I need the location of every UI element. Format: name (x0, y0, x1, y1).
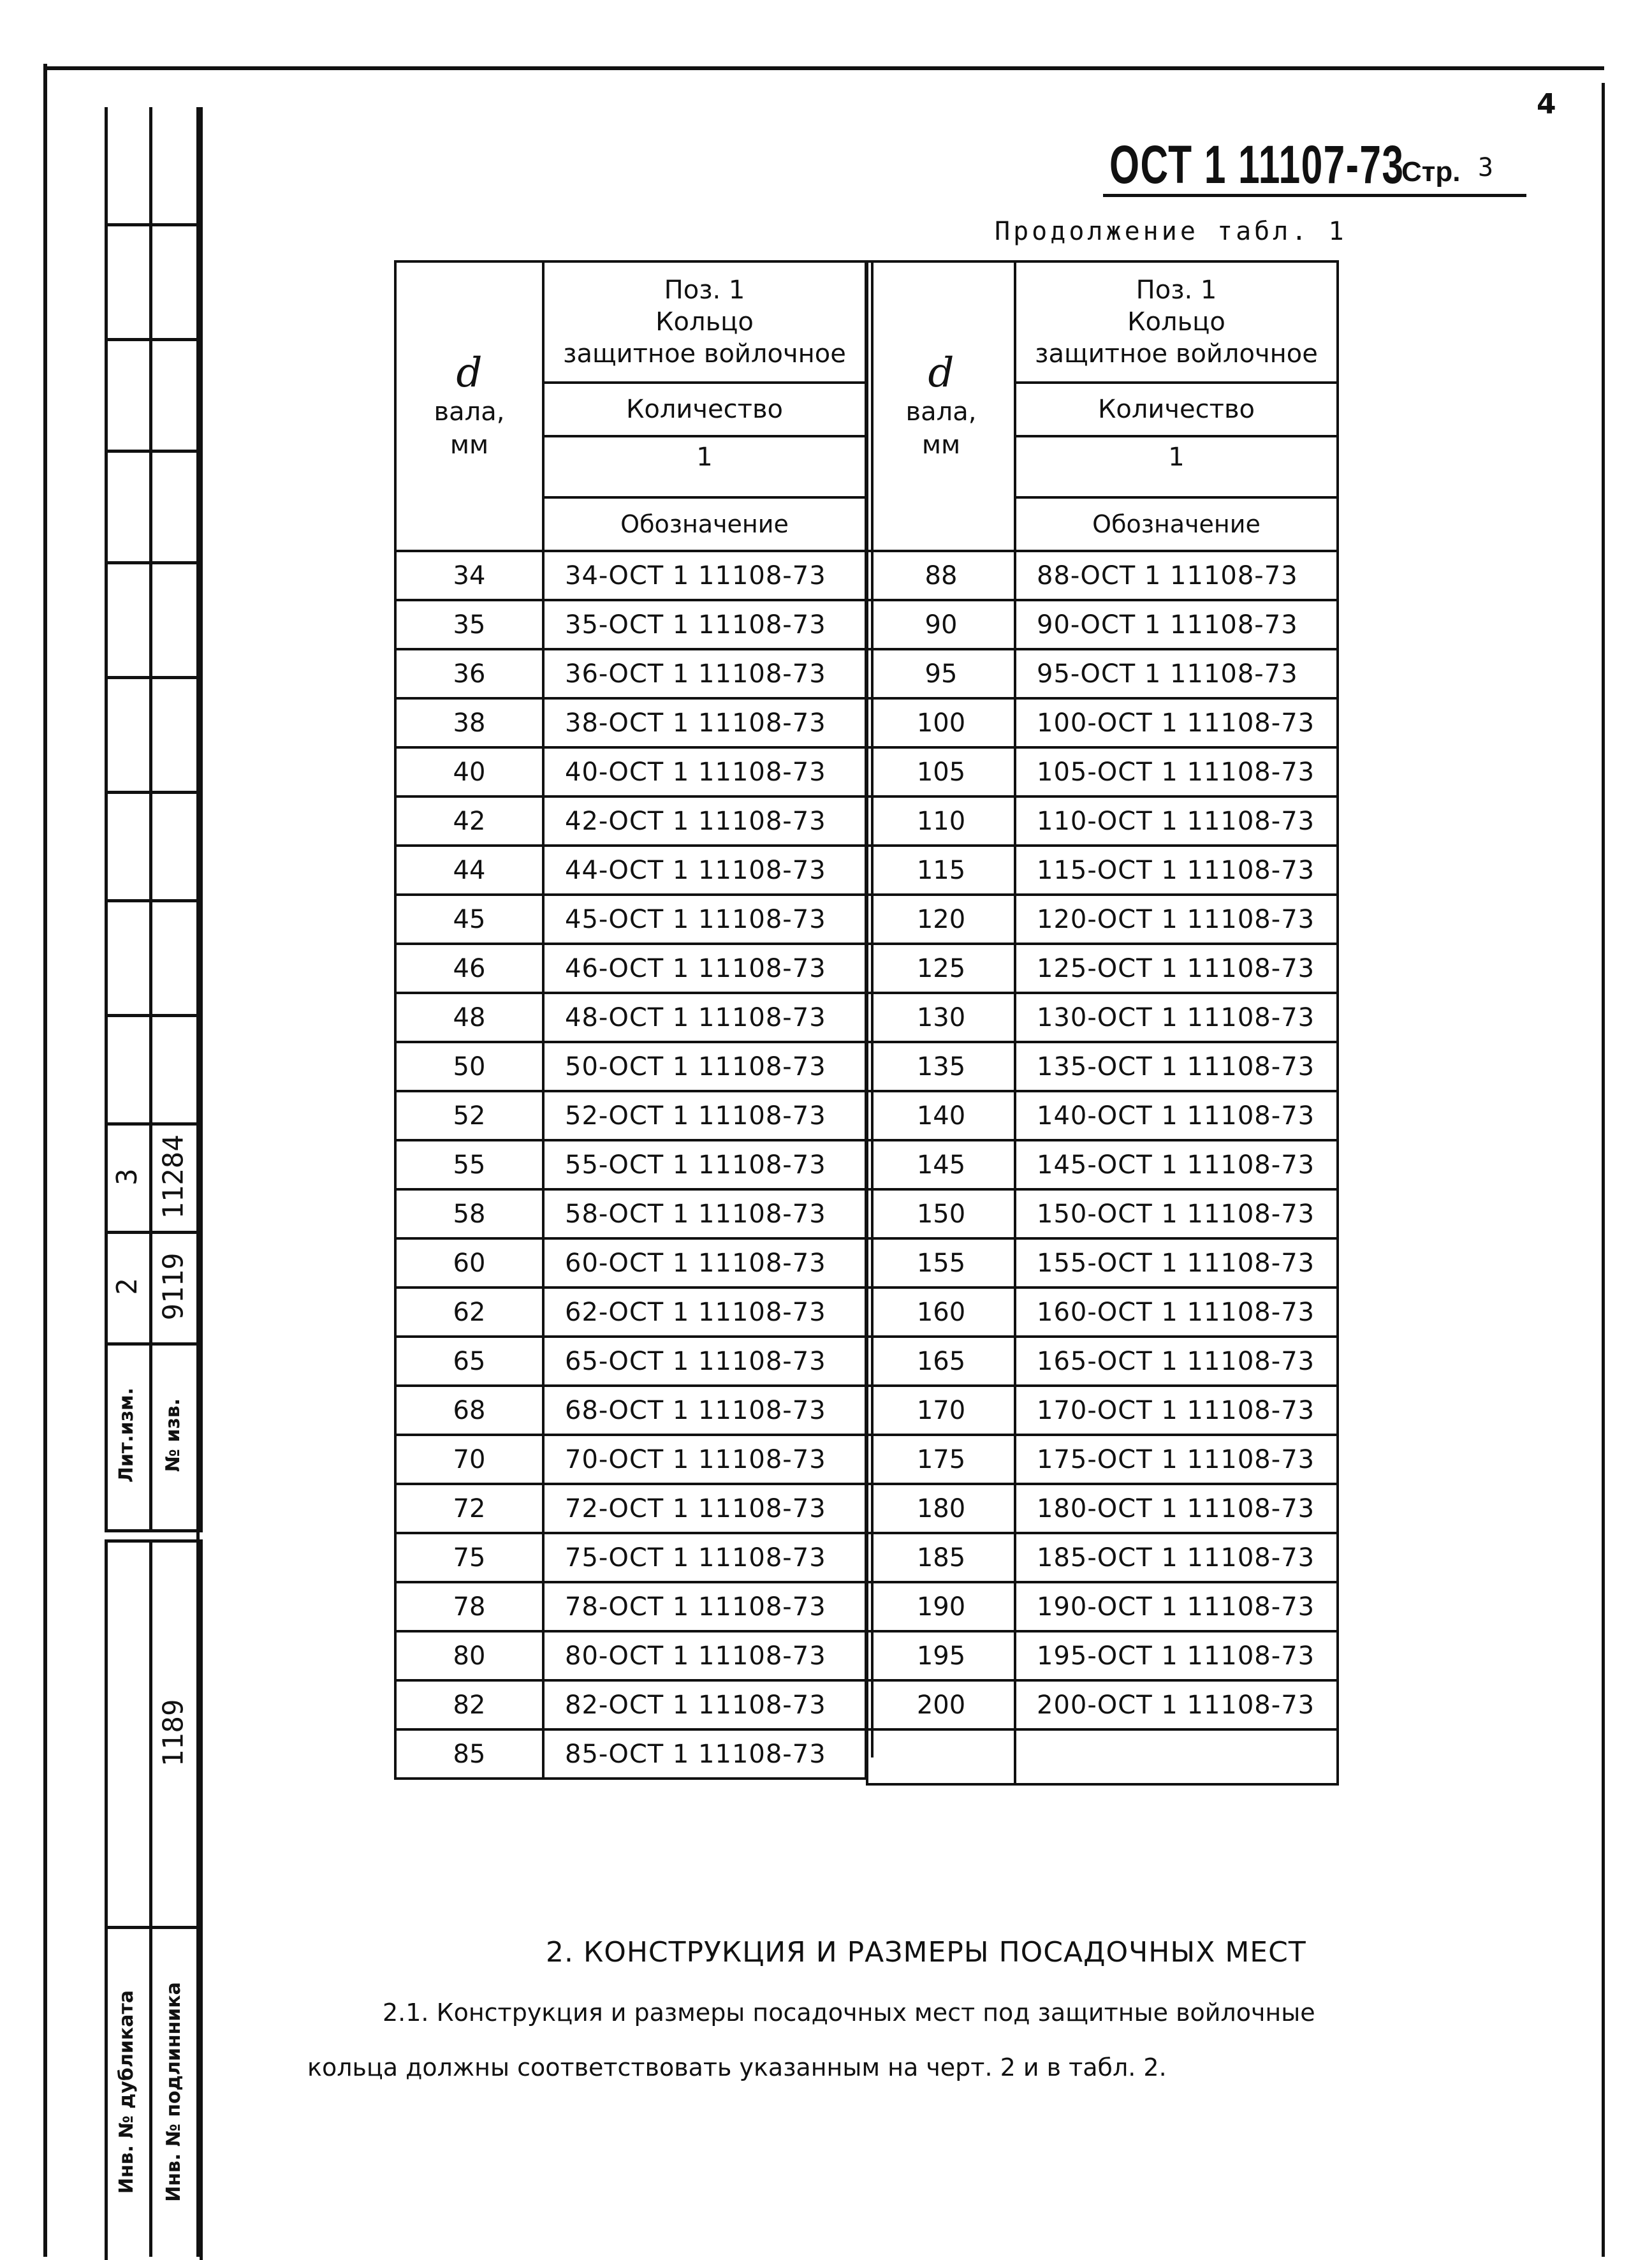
inv-podlinnika-value: 1189 (157, 1699, 190, 1766)
table-row (867, 1337, 1338, 1386)
section-title: 2. КОНСТРУКЦИЯ И РАЗМЕРЫ ПОСАДОЧНЫХ МЕСТ (546, 1936, 1306, 1969)
designation-cell: 35-ОСТ 1 11108-73 (543, 600, 866, 649)
stamp-line (105, 338, 196, 341)
shaft-diameter-cell: 46 (395, 944, 543, 993)
table-row (395, 1631, 866, 1680)
rings-table-left (394, 260, 867, 1780)
shaft-diameter-cell: 42 (395, 796, 543, 846)
designation-cell: 85-ОСТ 1 11108-73 (543, 1729, 866, 1779)
shaft-diameter-cell: 145 (867, 1140, 1015, 1189)
designation-cell: 36-ОСТ 1 11108-73 (543, 649, 866, 698)
shaft-diameter-cell: 95 (867, 649, 1015, 698)
izv-value-9119: 9119 (157, 1252, 190, 1321)
header-underline (1103, 194, 1526, 197)
shaft-diameter-cell: 38 (395, 698, 543, 747)
table-row (867, 1680, 1338, 1729)
lit-izm-label: Лит.изм. (115, 1387, 138, 1483)
shaft-diameter-cell: 150 (867, 1189, 1015, 1238)
table-row (395, 649, 866, 698)
quantity-value: 1 (1015, 436, 1338, 497)
shaft-diameter-cell: 70 (395, 1435, 543, 1484)
position-header: Поз. 1 Кольцо защитное войлочное (543, 261, 866, 383)
designation-cell: 95-ОСТ 1 11108-73 (1015, 649, 1338, 698)
shaft-diameter-cell: 55 (395, 1140, 543, 1189)
designation-cell: 185-ОСТ 1 11108-73 (1015, 1533, 1338, 1582)
frame-top-border (45, 66, 1604, 70)
table-row (867, 1435, 1338, 1484)
designation-cell: 40-ОСТ 1 11108-73 (543, 747, 866, 796)
shaft-diameter-cell: 50 (395, 1042, 543, 1091)
designation-cell: 38-ОСТ 1 11108-73 (543, 698, 866, 747)
designation-cell: 200-ОСТ 1 11108-73 (1015, 1680, 1338, 1729)
shaft-diameter-cell: 135 (867, 1042, 1015, 1091)
empty-cell (1015, 1729, 1338, 1784)
designation-cell: 62-ОСТ 1 11108-73 (543, 1288, 866, 1337)
stamp-line (105, 450, 196, 453)
shaft-diameter-cell: 88 (867, 551, 1015, 600)
shaft-diameter-cell: 155 (867, 1238, 1015, 1288)
quantity-header: Количество (1015, 383, 1338, 436)
table-row (867, 846, 1338, 895)
table-row (395, 1288, 866, 1337)
table-row (867, 1631, 1338, 1680)
stamp-line (105, 561, 196, 564)
designation-cell: 90-ОСТ 1 11108-73 (1015, 600, 1338, 649)
stamp-line (105, 899, 196, 902)
table-row (395, 1140, 866, 1189)
shaft-diameter-cell: 180 (867, 1484, 1015, 1533)
izv-label: № изв. (162, 1398, 185, 1472)
designation-cell: 195-ОСТ 1 11108-73 (1015, 1631, 1338, 1680)
designation-cell: 88-ОСТ 1 11108-73 (1015, 551, 1338, 600)
shaft-diameter-cell: 90 (867, 600, 1015, 649)
table-row (867, 1238, 1338, 1288)
designation-cell: 130-ОСТ 1 11108-73 (1015, 993, 1338, 1042)
designation-cell: 120-ОСТ 1 11108-73 (1015, 895, 1338, 944)
table-row (395, 993, 866, 1042)
designation-header: Обозначение (543, 497, 866, 551)
shaft-diameter-cell: 185 (867, 1533, 1015, 1582)
table-row (395, 1729, 866, 1779)
shaft-diameter-cell: 36 (395, 649, 543, 698)
table-row (395, 698, 866, 747)
stamp-line (105, 676, 196, 679)
designation-cell: 75-ОСТ 1 11108-73 (543, 1533, 866, 1582)
position-header: Поз. 1 Кольцо защитное войлочное (1015, 261, 1338, 383)
shaft-diameter-cell: 78 (395, 1582, 543, 1631)
designation-cell: 48-ОСТ 1 11108-73 (543, 993, 866, 1042)
shaft-diameter-cell: 48 (395, 993, 543, 1042)
designation-cell: 44-ОСТ 1 11108-73 (543, 846, 866, 895)
stamp-line (105, 1014, 196, 1017)
table-row (395, 1680, 866, 1729)
shaft-diameter-cell: 80 (395, 1631, 543, 1680)
designation-cell: 46-ОСТ 1 11108-73 (543, 944, 866, 993)
shaft-diameter-cell: 44 (395, 846, 543, 895)
table-row (867, 600, 1338, 649)
table-row (395, 796, 866, 846)
lit-value-3: 3 (110, 1168, 143, 1185)
izv-value-11284: 11284 (157, 1134, 190, 1219)
table-row (867, 1091, 1338, 1140)
quantity-value: 1 (543, 436, 866, 497)
shaft-diameter-cell: 160 (867, 1288, 1015, 1337)
table-row (867, 1582, 1338, 1631)
shaft-diameter-cell: 105 (867, 747, 1015, 796)
lit-value-2: 2 (110, 1278, 143, 1295)
designation-cell: 190-ОСТ 1 11108-73 (1015, 1582, 1338, 1631)
d-column-header: d вала, мм (395, 261, 543, 551)
table-row-empty (867, 1729, 1338, 1784)
shaft-diameter-cell: 125 (867, 944, 1015, 993)
designation-cell: 180-ОСТ 1 11108-73 (1015, 1484, 1338, 1533)
shaft-diameter-cell: 58 (395, 1189, 543, 1238)
table-row (867, 993, 1338, 1042)
designation-cell: 170-ОСТ 1 11108-73 (1015, 1386, 1338, 1435)
stamp-line (105, 791, 196, 794)
designation-cell: 34-ОСТ 1 11108-73 (543, 551, 866, 600)
designation-cell: 72-ОСТ 1 11108-73 (543, 1484, 866, 1533)
shaft-diameter-cell: 40 (395, 747, 543, 796)
table-row (867, 551, 1338, 600)
designation-cell: 160-ОСТ 1 11108-73 (1015, 1288, 1338, 1337)
table-continuation-caption: Продолжение табл. 1 (995, 217, 1347, 246)
shaft-diameter-cell: 68 (395, 1386, 543, 1435)
designation-cell: 150-ОСТ 1 11108-73 (1015, 1189, 1338, 1238)
designation-cell: 55-ОСТ 1 11108-73 (543, 1140, 866, 1189)
stamp-line (105, 223, 196, 226)
table-row (867, 649, 1338, 698)
shaft-diameter-cell: 45 (395, 895, 543, 944)
shaft-diameter-cell: 200 (867, 1680, 1015, 1729)
stamp-line (105, 1926, 196, 1929)
section-paragraph-line-1: 2.1. Конструкция и размеры посадочных мест под защитные войлочные (383, 1999, 1315, 2027)
designation-cell: 135-ОСТ 1 11108-73 (1015, 1042, 1338, 1091)
shaft-diameter-cell: 140 (867, 1091, 1015, 1140)
empty-cell (867, 1729, 1015, 1784)
designation-cell: 110-ОСТ 1 11108-73 (1015, 796, 1338, 846)
frame-left-border (43, 64, 47, 2257)
shaft-diameter-cell: 35 (395, 600, 543, 649)
shaft-diameter-cell: 52 (395, 1091, 543, 1140)
section-paragraph-line-2: кольца должны соответствовать указанным на черт. 2 и в табл. 2. (307, 2053, 1167, 2081)
shaft-diameter-cell: 82 (395, 1680, 543, 1729)
table-row (395, 1435, 866, 1484)
table-row (867, 1140, 1338, 1189)
table-row (395, 600, 866, 649)
designation-cell: 145-ОСТ 1 11108-73 (1015, 1140, 1338, 1189)
designation-cell: 105-ОСТ 1 11108-73 (1015, 747, 1338, 796)
designation-cell: 100-ОСТ 1 11108-73 (1015, 698, 1338, 747)
table-row (395, 846, 866, 895)
table-row (867, 796, 1338, 846)
table-row (395, 1337, 866, 1386)
table-row (395, 1386, 866, 1435)
designation-cell: 45-ОСТ 1 11108-73 (543, 895, 866, 944)
shaft-diameter-cell: 75 (395, 1533, 543, 1582)
table-row (395, 551, 866, 600)
shaft-diameter-cell: 120 (867, 895, 1015, 944)
shaft-diameter-cell: 60 (395, 1238, 543, 1288)
rings-table-right (866, 260, 1339, 1786)
table-row (395, 1189, 866, 1238)
shaft-diameter-cell: 115 (867, 846, 1015, 895)
table-row (867, 1386, 1338, 1435)
designation-cell: 115-ОСТ 1 11108-73 (1015, 846, 1338, 895)
table-row (867, 698, 1338, 747)
designation-cell: 80-ОСТ 1 11108-73 (543, 1631, 866, 1680)
d-column-header: d вала, мм (867, 261, 1015, 551)
inv-podlinnika-label: Инв. № подлинника (162, 1981, 185, 2202)
table-row (867, 1042, 1338, 1091)
table-row (395, 944, 866, 993)
shaft-diameter-cell: 72 (395, 1484, 543, 1533)
designation-cell: 175-ОСТ 1 11108-73 (1015, 1435, 1338, 1484)
frame-right-border (1602, 83, 1605, 2257)
designation-cell: 125-ОСТ 1 11108-73 (1015, 944, 1338, 993)
shaft-diameter-cell: 85 (395, 1729, 543, 1779)
table-row (395, 1484, 866, 1533)
table-row (395, 1042, 866, 1091)
table-row (867, 747, 1338, 796)
designation-cell: 82-ОСТ 1 11108-73 (543, 1680, 866, 1729)
table-row (867, 1484, 1338, 1533)
table-row (395, 1091, 866, 1140)
designation-cell: 155-ОСТ 1 11108-73 (1015, 1238, 1338, 1288)
shaft-diameter-cell: 34 (395, 551, 543, 600)
shaft-diameter-cell: 130 (867, 993, 1015, 1042)
shaft-diameter-cell: 175 (867, 1435, 1015, 1484)
table-row (395, 1533, 866, 1582)
designation-cell: 78-ОСТ 1 11108-73 (543, 1582, 866, 1631)
table-row (395, 895, 866, 944)
page-label: Стр. (1401, 156, 1461, 187)
shaft-diameter-cell: 165 (867, 1337, 1015, 1386)
shaft-diameter-cell: 65 (395, 1337, 543, 1386)
designation-cell: 140-ОСТ 1 11108-73 (1015, 1091, 1338, 1140)
table-row (395, 747, 866, 796)
designation-cell: 68-ОСТ 1 11108-73 (543, 1386, 866, 1435)
sheet-number: 4 (1537, 88, 1556, 121)
table-row (867, 1288, 1338, 1337)
table-row (395, 1582, 866, 1631)
designation-cell: 50-ОСТ 1 11108-73 (543, 1042, 866, 1091)
table-row (867, 1189, 1338, 1238)
designation-cell: 65-ОСТ 1 11108-73 (543, 1337, 866, 1386)
shaft-diameter-cell: 100 (867, 698, 1015, 747)
designation-cell: 60-ОСТ 1 11108-73 (543, 1238, 866, 1288)
designation-cell: 42-ОСТ 1 11108-73 (543, 796, 866, 846)
shaft-diameter-cell: 195 (867, 1631, 1015, 1680)
shaft-diameter-cell: 62 (395, 1288, 543, 1337)
shaft-diameter-cell: 170 (867, 1386, 1015, 1435)
table-row (867, 895, 1338, 944)
page-value: 3 (1478, 153, 1494, 182)
quantity-header: Количество (543, 383, 866, 436)
document-code: ОСТ 1 11107-73 (1109, 135, 1405, 194)
designation-cell: 165-ОСТ 1 11108-73 (1015, 1337, 1338, 1386)
designation-header: Обозначение (1015, 497, 1338, 551)
table-row (867, 944, 1338, 993)
table-row (395, 1238, 866, 1288)
designation-cell: 52-ОСТ 1 11108-73 (543, 1091, 866, 1140)
table-double-separator (865, 260, 874, 1757)
designation-cell: 58-ОСТ 1 11108-73 (543, 1189, 866, 1238)
designation-cell: 70-ОСТ 1 11108-73 (543, 1435, 866, 1484)
table-row (867, 1533, 1338, 1582)
inv-dublikata-label: Инв. № дубликата (115, 1990, 138, 2194)
shaft-diameter-cell: 110 (867, 796, 1015, 846)
shaft-diameter-cell: 190 (867, 1582, 1015, 1631)
